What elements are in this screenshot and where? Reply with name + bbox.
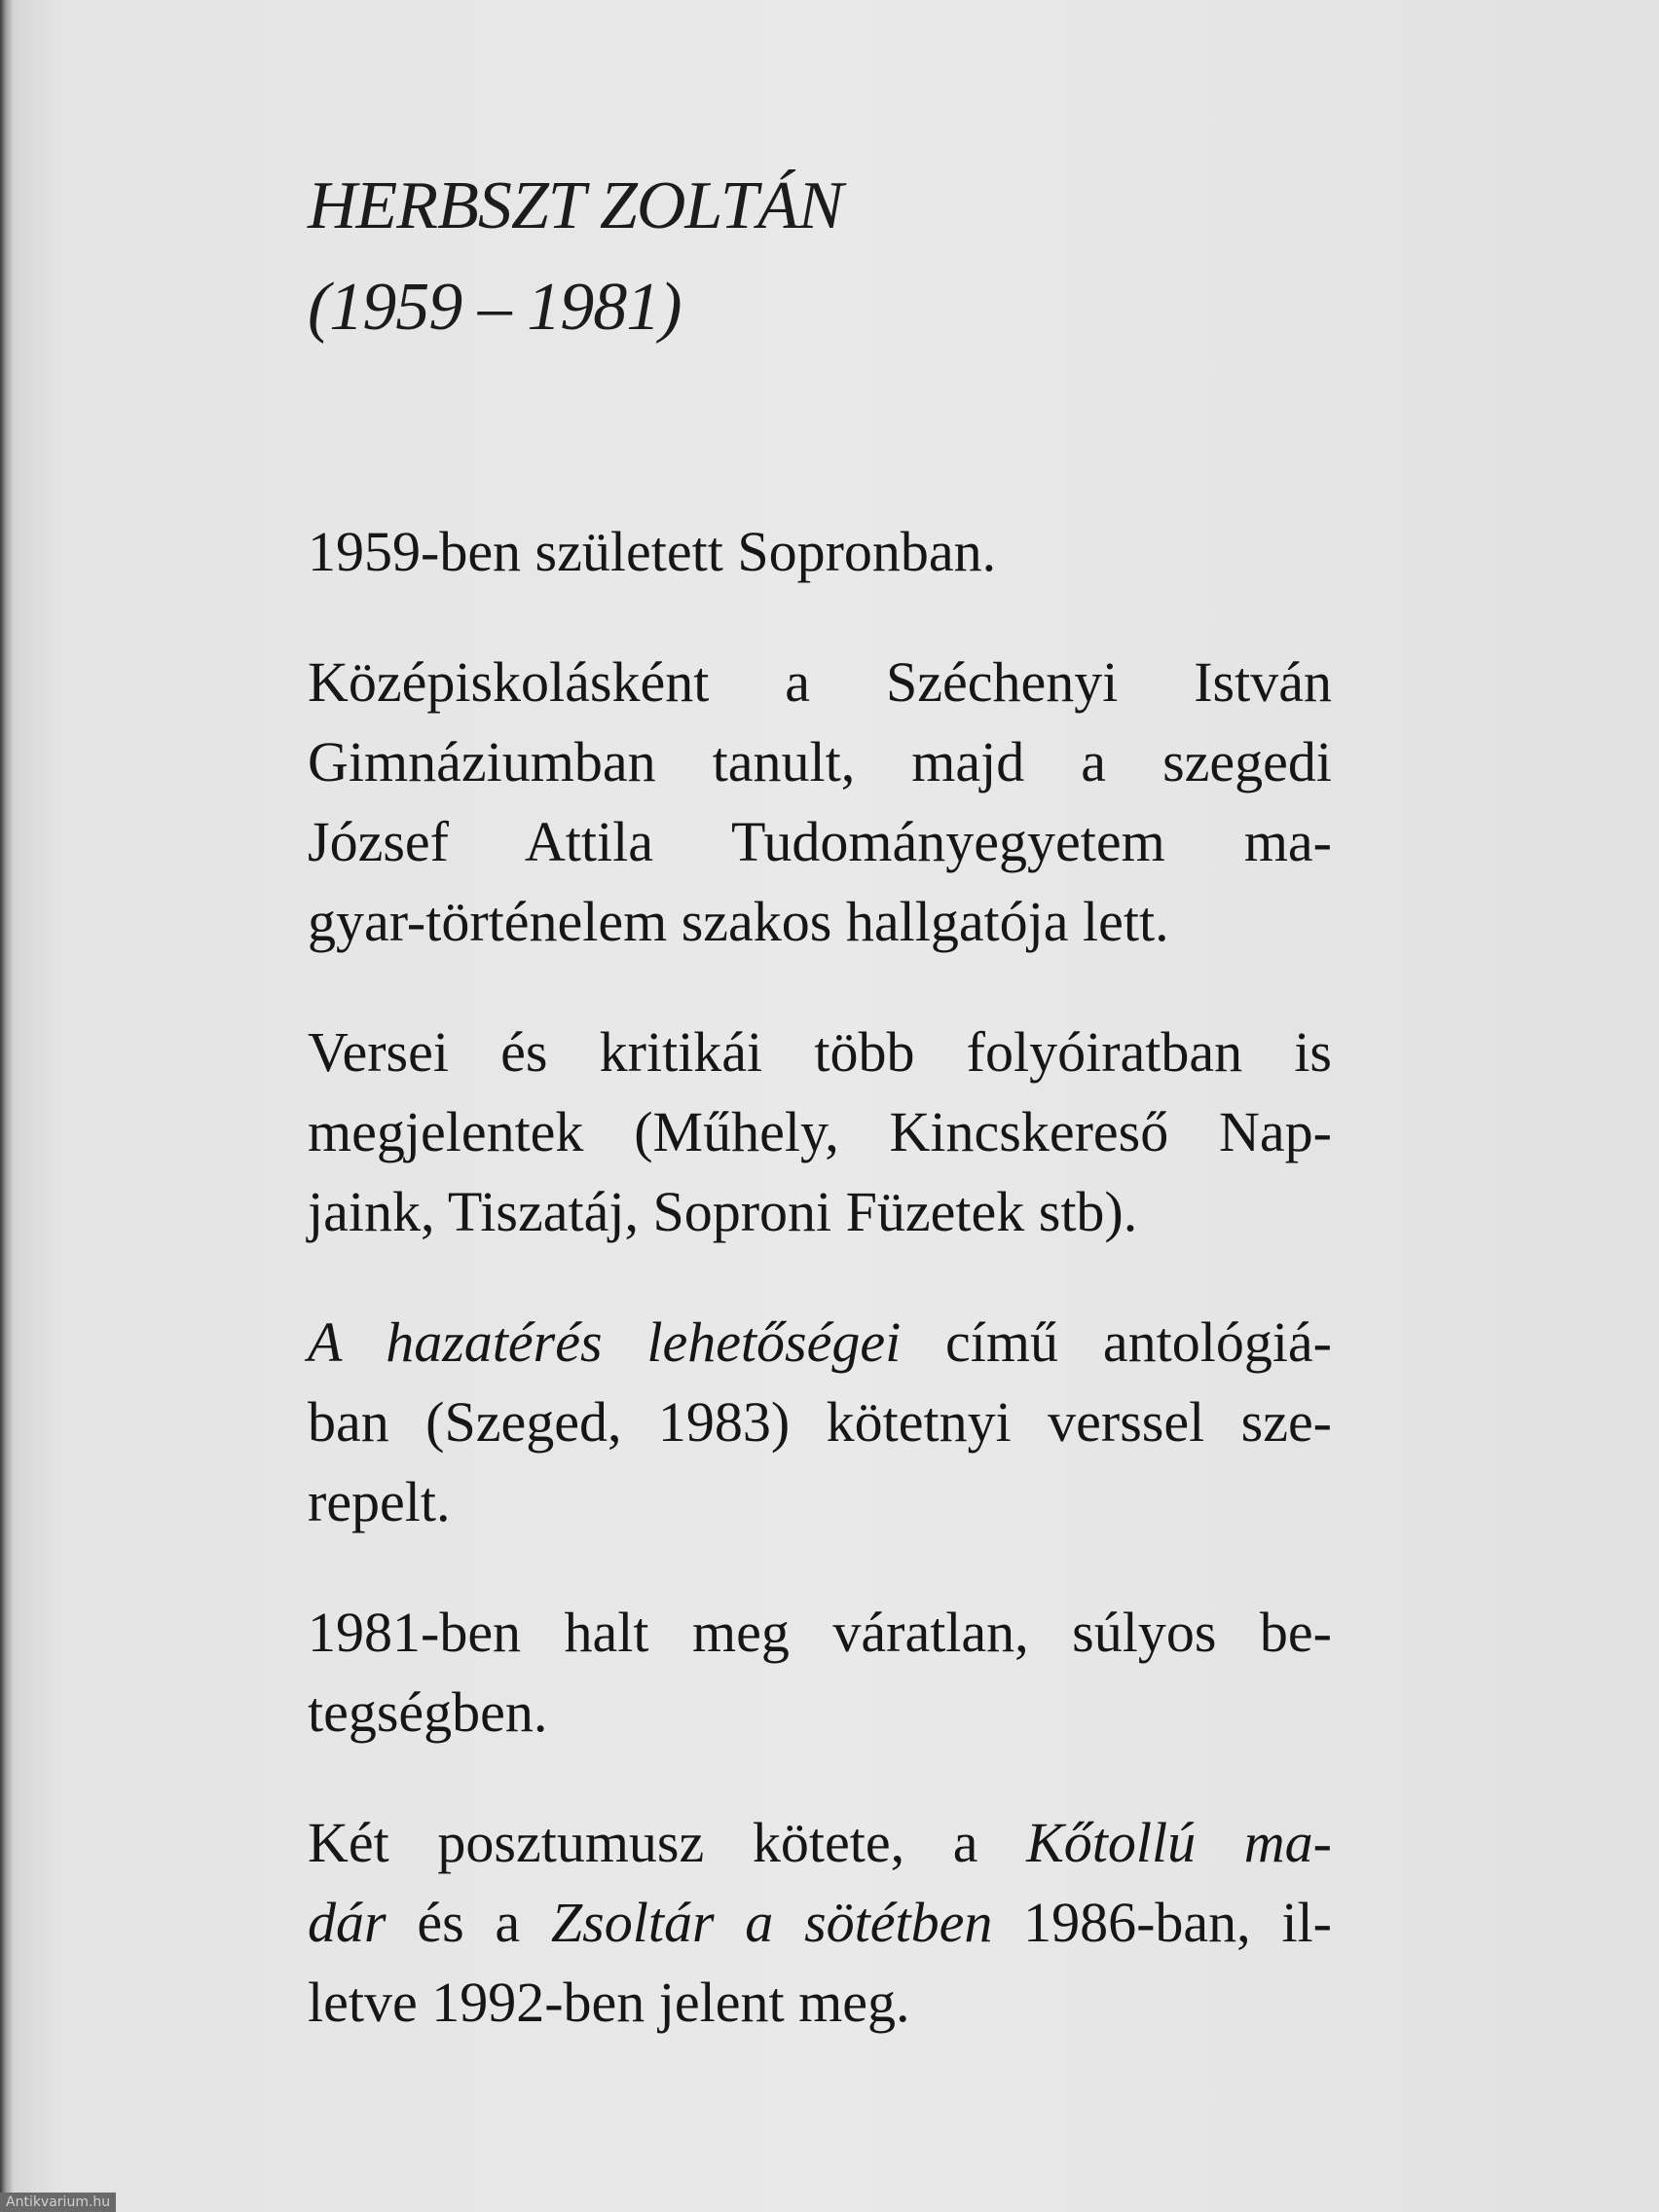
text-segment: ban (Szeged, 1983) kötetnyi verssel sze- [308,1390,1332,1454]
italic-title: A hazatérés lehetőségei [308,1310,902,1374]
paragraph [308,512,1332,592]
italic-title: dár [308,1891,387,1954]
italic-title: Kőtollú ma- [1026,1811,1332,1874]
text-line [308,1883,1332,1963]
text-segment: Két posztumusz kötete, a [308,1811,1027,1874]
text-line [308,1803,1332,1883]
text-line [308,1593,1332,1673]
text-segment: József Attila Tudományegyetem ma- [308,810,1332,873]
text-line [308,512,1332,592]
paragraph [308,1803,1332,2043]
text-segment: megjelentek (Műhely, Kincskereső Nap- [308,1100,1332,1163]
text-line [308,1382,1332,1462]
watermark: Antikvarium.hu [0,2193,116,2212]
text-line [308,643,1332,722]
text-segment: című antológiá- [901,1310,1332,1374]
text-line [308,1013,1332,1092]
text-segment: Versei és kritikái több folyóiratban is [308,1020,1332,1084]
text-segment: repelt. [308,1470,451,1533]
text-segment: 1959-ben született Sopronban. [308,520,997,583]
text-line [308,1172,1332,1252]
text-segment: és a [386,1891,551,1954]
text-line [308,1963,1332,2043]
author-years: (1959 – 1981) [308,270,682,345]
text-line [308,1462,1332,1542]
text-segment: Gimnáziumban tanult, majd a szegedi [308,730,1332,793]
text-segment: 1986-ban, il- [992,1891,1332,1954]
text-segment: jaink, Tiszatáj, Soproni Füzetek stb). [308,1180,1138,1243]
text-segment: letve 1992-ben jelent meg. [308,1971,910,2034]
author-name: HERBSZT ZOLTÁN [308,168,843,243]
italic-title: Zsoltár a sötétben [550,1891,993,1954]
page-heading [308,156,842,358]
text-line [308,1303,1332,1382]
biography-text [308,512,1332,2093]
paragraph [308,643,1332,962]
paragraph [308,1013,1332,1252]
text-segment: gyar-történelem szakos hallgatója lett. [308,890,1169,953]
paragraph [308,1303,1332,1542]
text-segment: Középiskolásként a Széchenyi István [308,650,1332,714]
text-segment: 1981-ben halt meg váratlan, súlyos be- [308,1601,1332,1664]
text-line [308,1673,1332,1752]
text-segment: tegségben. [308,1680,548,1744]
text-line [308,1092,1332,1172]
text-line [308,722,1332,802]
text-line [308,882,1332,962]
paragraph [308,1593,1332,1752]
text-line [308,802,1332,882]
